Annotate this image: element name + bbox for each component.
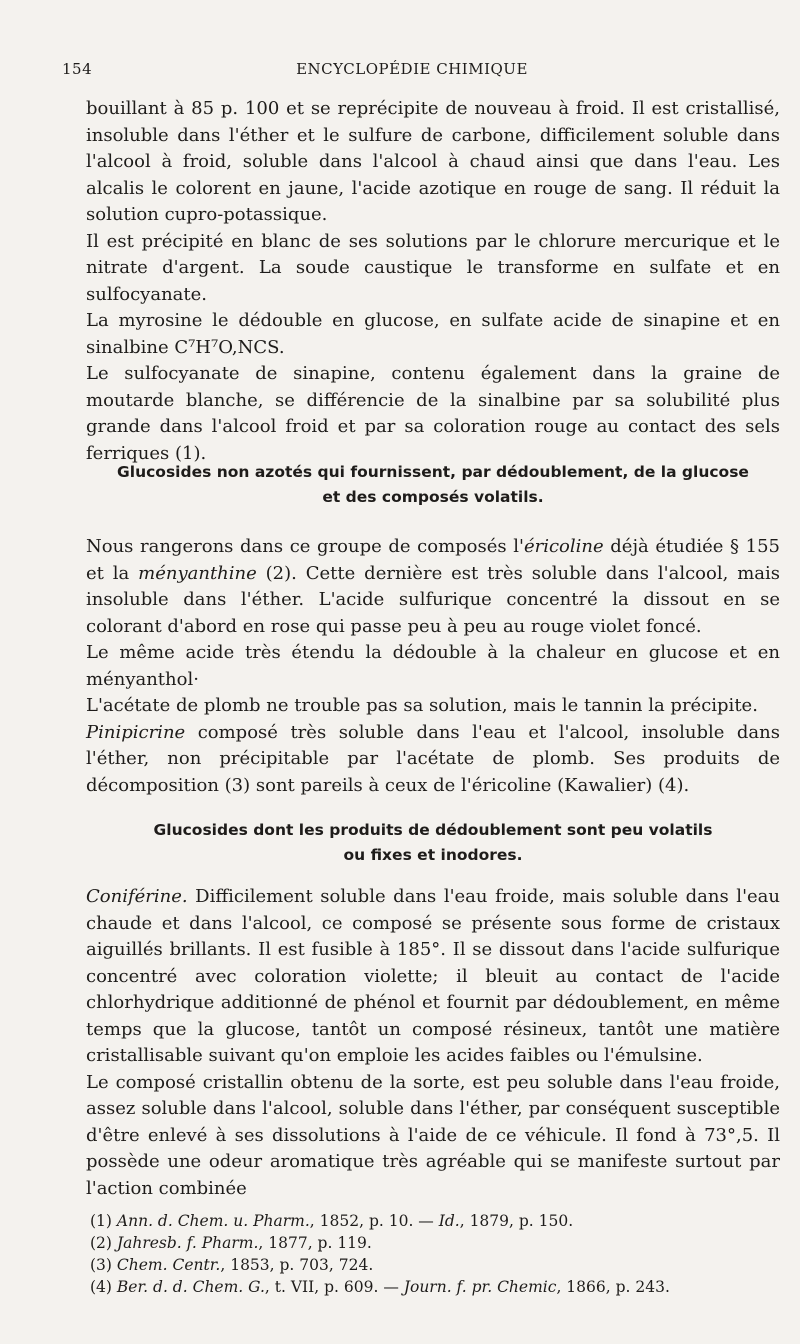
citation-title: Journ. f. pr. Chemic [403,1278,557,1296]
citation-title: Ann. d. Chem. u. Pharm. [116,1212,310,1230]
compound-name: ményanthine [138,562,257,584]
footnotes [90,1210,780,1298]
text-run: Difficilement soluble dans l'eau froide, mais soluble dans l'eau chaude et dans l'alcool, ce composé se présente sous forme de cristaux aiguillés brillants. Il est fusible à 185°. Il se dissout dans l'acide sulfurique concentré avec coloration violette; il bleuit au contact de l'acide chlorhydrique additionné de phénol et fournit par dédoublement, en même temps que la glucose, tantôt un composé résineux, tantôt une matière cristallisable suivant qu'on emploie les acides faibles ou l'émulsine. [86,886,780,1066]
section-2 [86,534,780,799]
section-heading-2 [86,818,780,868]
footnote-number: (1) [90,1212,112,1230]
compound-name: éricoline [523,536,604,557]
paragraph: Le même acide très étendu la dédouble à la chaleur en glucose et en ményanthol· [86,642,780,690]
section-3 [86,884,780,1202]
text-run: déjà étudiée § 155 et la [86,536,780,584]
section-heading-1 [86,460,780,510]
heading-line: Glucosides dont les produits de dédoublement sont peu volatils [153,821,713,839]
footnote [90,1210,780,1232]
footnote-number: (4) [90,1278,112,1296]
paragraph: La myrosine le dédouble en glucose, en sulfate acide de sinapine et en sinalbine C⁷H⁷O,NCS. [86,310,780,358]
paragraph [86,534,780,640]
running-title: ENCYCLOPÉDIE CHIMIQUE [296,60,528,78]
paragraph: bouillant à 85 p. 100 et se reprécipite de nouveau à froid. Il est cristallisé, insoluble dans l'éther et le sulfure de carbone, difficilement soluble dans l'alcool à froid, soluble dans l'alcool à chaud ainsi que dans l'eau. Les alcalis le colorent en jaune, l'acide azotique en rouge de sang. Il réduit la solution cupro-potassique. [86,98,780,225]
footnote-number: (3) [90,1256,112,1274]
page-header [62,60,762,84]
citation-title: Ber. d. d. Chem. G. [116,1278,265,1296]
citation-text: , t. VII, p. 609. — [264,1278,404,1296]
page-number: 154 [62,60,93,78]
heading-line: ou fixes et inodores. [343,846,523,864]
text-run: Nous rangerons dans ce groupe de composés l' [86,536,524,557]
heading-line: Glucosides non azotés qui fournissent, par dédoublement, de la glucose [117,463,749,481]
paragraph [86,720,780,800]
citation-text: , 1852, p. 10. — [309,1212,439,1230]
footnote-number: (2) [90,1234,112,1252]
text-run: composé très soluble dans l'eau et l'alcool, insoluble dans l'éther, non précipitable par l'acétate de plomb. Ses produits de décomposition (3) sont pareils à ceux de l'éricoline (Kawalier) (4). [86,721,780,796]
section-1 [86,96,780,467]
paragraph: Le composé cristallin obtenu de la sorte, est peu soluble dans l'eau froide, assez soluble dans l'alcool, soluble dans l'éther, par conséquent susceptible d'être enlevé à ses dissolutions à l'aide de ce véhicule. Il fond à 73°,5. Il possède une odeur aromatique très agréable qui se manifeste surtout par l'action combinée [86,1071,780,1199]
citation-text: , 1877, p. 119. [258,1234,372,1252]
compound-name: Coniférine. [86,886,188,907]
paragraph [86,884,780,1070]
citation-text: , 1866, p. 243. [556,1278,670,1296]
citation-title: Chem. Centr. [116,1256,221,1274]
citation-title: Id. [438,1212,460,1230]
heading-line: et des composés volatils. [322,488,544,506]
footnote [90,1254,780,1276]
citation-text: , 1879, p. 150. [459,1212,574,1230]
citation-text: , 1853, p. 703, 724. [220,1256,374,1274]
citation-title: Jahresb. f. Pharm. [116,1234,259,1252]
footnote [90,1276,780,1298]
text-run: (2). Cette dernière est très soluble dans l'alcool, mais insoluble dans l'éther. L'acide sulfurique concentré la dissout en se colorant d'abord en rose qui passe peu à peu au rouge violet foncé. [86,562,780,637]
paragraph: Il est précipité en blanc de ses solutions par le chlorure mercurique et le nitrate d'argent. La soude caustique le transforme en sulfate et en sulfocyanate. [86,230,780,305]
compound-name: Pinipicrine [86,721,186,743]
paragraph: Le sulfocyanate de sinapine, contenu également dans la graine de moutarde blanche, se différencie de la sinalbine par sa solubilité plus grande dans l'alcool froid et par sa coloration rouge au contact des sels ferriques (1). [86,363,780,464]
paragraph: L'acétate de plomb ne trouble pas sa solution, mais le tannin la précipite. [86,695,758,716]
footnote [90,1232,780,1254]
